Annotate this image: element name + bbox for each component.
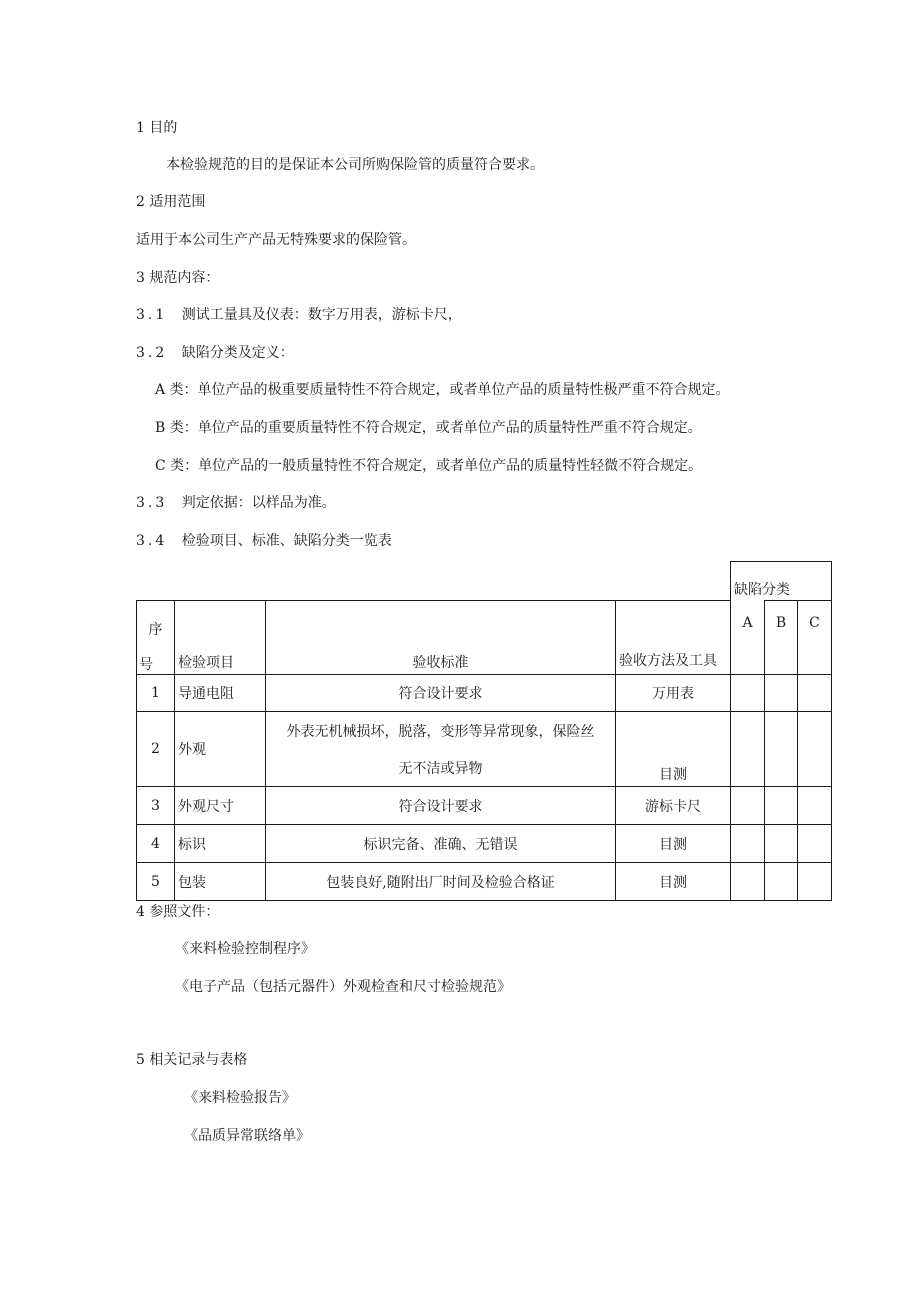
row-3-defect-c (798, 787, 832, 825)
row-2-no: 2 (137, 712, 175, 787)
row-1-no: 1 (137, 675, 175, 712)
row-2-defect-b (765, 712, 798, 787)
row-5-defect-a (731, 863, 765, 901)
standard-header: 验收标准 (266, 601, 616, 675)
row-4-item: 标识 (175, 825, 266, 863)
section-3-1-number: 3.1 (136, 307, 168, 323)
section-4-title: 4 参照文件： (136, 904, 220, 920)
section-1-title: 1 目的 (136, 120, 178, 136)
defect-class-a: A 类：单位产品的极重要质量特性不符合规定，或者单位产品的质量特性极严重不符合规定。 (155, 382, 730, 398)
section-5-title: 5 相关记录与表格 (136, 1052, 248, 1068)
table-row (137, 787, 832, 825)
row-3-standard: 符合设计要求 (266, 787, 616, 825)
section-3-4-text: 检验项目、标准、缺陷分类一览表 (181, 533, 392, 549)
row-1-defect-b (765, 675, 798, 712)
section-2-body: 适用于本公司生产产品无特殊要求的保险管。 (136, 232, 416, 248)
section-3-3-text: 判定依据：以样品为准。 (181, 495, 336, 511)
table-row (137, 863, 832, 901)
item-header: 检验项目 (175, 601, 266, 675)
section-3-2 (136, 343, 294, 363)
table-defect-header-row (137, 562, 832, 601)
section-3-title: 3 规范内容： (136, 270, 220, 286)
defect-c-header: C (798, 601, 832, 675)
method-header: 验收方法及工具 (616, 601, 731, 675)
row-5-defect-b (765, 863, 798, 901)
row-5-item: 包装 (175, 863, 266, 901)
section-2-title: 2 适用范围 (136, 194, 206, 210)
section-3-1 (136, 305, 462, 325)
seq-header (137, 601, 175, 675)
row-5-no: 5 (137, 863, 175, 901)
row-4-defect-a (731, 825, 765, 863)
row-2-method: 目测 (616, 712, 731, 787)
section-1-body: 本检验规范的目的是保证本公司所购保险管的质量符合要求。 (166, 157, 544, 173)
row-3-defect-b (765, 787, 798, 825)
row-3-method: 游标卡尺 (616, 787, 731, 825)
seq-header-top: 序 (148, 622, 163, 638)
row-1-defect-a (731, 675, 765, 712)
section-3-1-text: 测试工量具及仪表：数字万用表，游标卡尺， (181, 307, 462, 323)
row-1-method: 万用表 (616, 675, 731, 712)
seq-header-bottom: 号 (139, 657, 153, 673)
defect-b-header: B (765, 601, 798, 675)
table-row (137, 675, 832, 712)
row-1-defect-c (798, 675, 832, 712)
row-3-item: 外观尺寸 (175, 787, 266, 825)
row-3-no: 3 (137, 787, 175, 825)
defect-a-header: A (731, 601, 765, 675)
row-4-no: 4 (137, 825, 175, 863)
section-3-2-text: 缺陷分类及定义： (181, 345, 294, 361)
row-2-defect-c (798, 712, 832, 787)
defect-class-b: B 类：单位产品的重要质量特性不符合规定，或者单位产品的质量特性严重不符合规定。 (155, 420, 702, 436)
defect-class-c: C 类：单位产品的一般质量特性不符合规定，或者单位产品的质量特性轻微不符合规定。 (155, 458, 703, 474)
row-1-standard: 符合设计要求 (266, 675, 616, 712)
reference-doc-2: 《电子产品（包括元器件）外观检查和尺寸检验规范》 (175, 979, 511, 995)
row-5-defect-c (798, 863, 832, 901)
table-header-row (137, 601, 832, 675)
row-2-standard-line-1: 外表无机械损坏，脱落，变形等异常现象，保险丝 (286, 723, 595, 740)
table-row (137, 712, 832, 787)
row-4-method: 目测 (616, 825, 731, 863)
defect-category-header: 缺陷分类 (731, 562, 832, 601)
table-row (137, 825, 832, 863)
section-3-4 (136, 531, 392, 551)
row-3-defect-a (731, 787, 765, 825)
row-2-standard-line-2: 无不洁或异物 (398, 760, 483, 777)
row-4-defect-b (765, 825, 798, 863)
section-3-4-number: 3.4 (136, 533, 168, 549)
record-form-2: 《品质异常联络单》 (184, 1128, 310, 1144)
row-2-defect-a (731, 712, 765, 787)
row-4-defect-c (798, 825, 832, 863)
inspection-table (136, 561, 832, 901)
row-5-method: 目测 (616, 863, 731, 901)
section-3-3-number: 3.3 (136, 495, 168, 511)
row-5-standard: 包装良好,随附出厂时间及检验合格证 (266, 863, 616, 901)
row-4-standard: 标识完备、准确、无错误 (266, 825, 616, 863)
section-3-2-number: 3.2 (136, 345, 168, 361)
reference-doc-1: 《来料检验控制程序》 (175, 941, 315, 957)
row-1-item: 导通电阻 (175, 675, 266, 712)
record-form-1: 《来料检验报告》 (184, 1090, 296, 1106)
section-3-3 (136, 493, 336, 513)
row-2-item: 外观 (175, 712, 266, 787)
row-2-standard (266, 712, 616, 787)
